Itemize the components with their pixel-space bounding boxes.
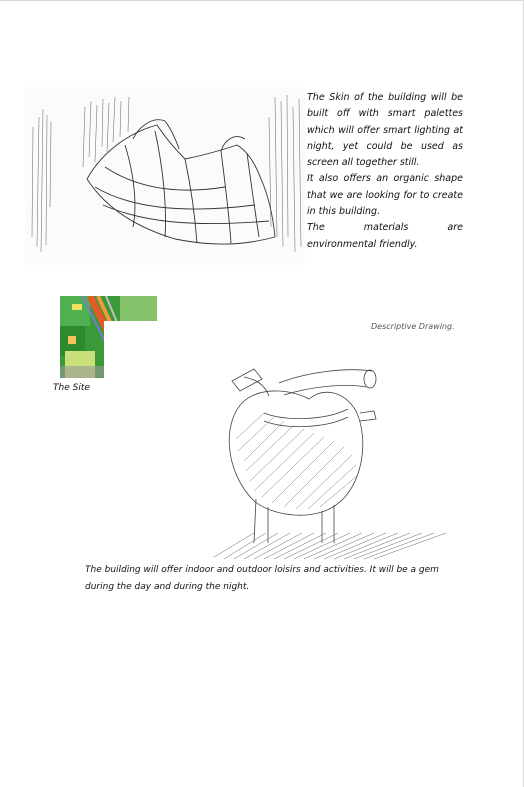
skin-paragraph-2: It also offers an organic shape that we are looking for to create in this building. <box>307 173 463 218</box>
site-caption: The Site <box>53 383 90 393</box>
building-skin-sketch <box>25 87 305 265</box>
skin-description <box>307 90 463 253</box>
skin-paragraph-3: The materials are environmental friendly. <box>307 222 463 250</box>
skin-paragraph-1: The Skin of the building will be built off with smart palettes which will offer smart lighting at night, yet could be used as screen all together still. <box>307 92 463 169</box>
descriptive-drawing-sketch <box>104 321 477 561</box>
building-description: The building will offer indoor and outdoor loisirs and activities. It will be a gem during the day and during the night. <box>85 565 439 592</box>
descriptive-drawing-label: Descriptive Drawing. <box>371 322 455 331</box>
